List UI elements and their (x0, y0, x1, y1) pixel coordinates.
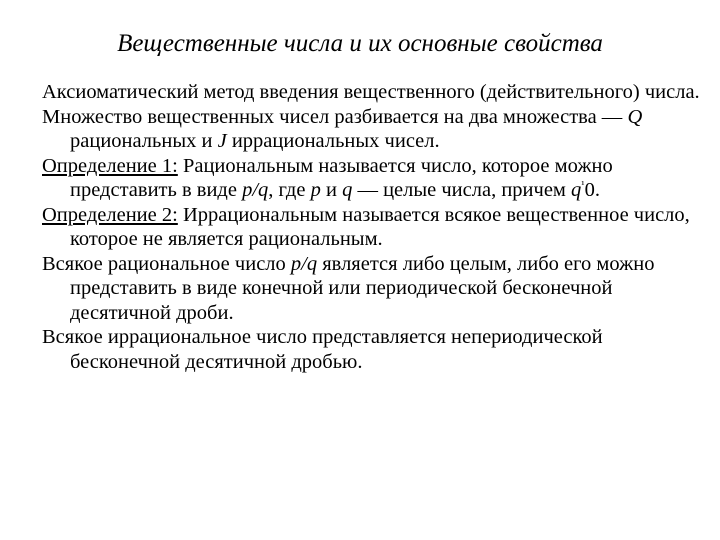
symbol-q-var: q (342, 179, 353, 201)
paragraph-rational-decimal (42, 252, 712, 326)
text: рациональных и (70, 130, 218, 152)
text: Всякое рациональное число (42, 252, 291, 275)
text: Рациональным называется число, которое можно представить в виде (70, 154, 613, 201)
paragraph-text: Аксиоматический метод введения вещественного (действительного) числа. (42, 81, 700, 103)
fraction-p-q: p/q (242, 179, 269, 201)
paragraph-irrational-decimal (42, 325, 712, 374)
text: Иррациональным называется всякое вещественное число, которое не является рациональным. (70, 203, 690, 250)
text: — целые числа, причем (352, 179, 572, 201)
paragraph-axiomatic-method (42, 80, 712, 105)
text: , где (268, 179, 311, 201)
text: и (320, 179, 343, 201)
paragraph-definition-2 (42, 203, 712, 252)
text: Множество вещественных чисел разбивается на два множества — (42, 105, 628, 128)
slide-body (42, 80, 712, 374)
paragraph-sets (42, 105, 712, 154)
symbol-p: p (310, 179, 321, 201)
paragraph-text: Всякое иррациональное число представляется непериодической бесконечной десятичной дробью. (42, 326, 603, 373)
text: является либо целым, либо его можно представить в виде конечной или периодической бесконечной десятичной дроби. (70, 252, 655, 324)
definition-2-term: Определение 2: (42, 203, 178, 226)
text: 0. (584, 179, 600, 201)
slide-title: Вещественные числа и их основные свойства (117, 30, 603, 57)
symbol-q-var: q (571, 179, 582, 201)
symbol-j: J (217, 130, 227, 152)
definition-1-term: Определение 1: (42, 154, 178, 177)
symbol-q: Q (627, 105, 643, 128)
superscript-mark: ¹ (581, 179, 585, 191)
text: иррациональных чисел. (226, 130, 440, 152)
paragraph-definition-1 (42, 154, 712, 203)
fraction-p-q: p/q (290, 252, 318, 275)
